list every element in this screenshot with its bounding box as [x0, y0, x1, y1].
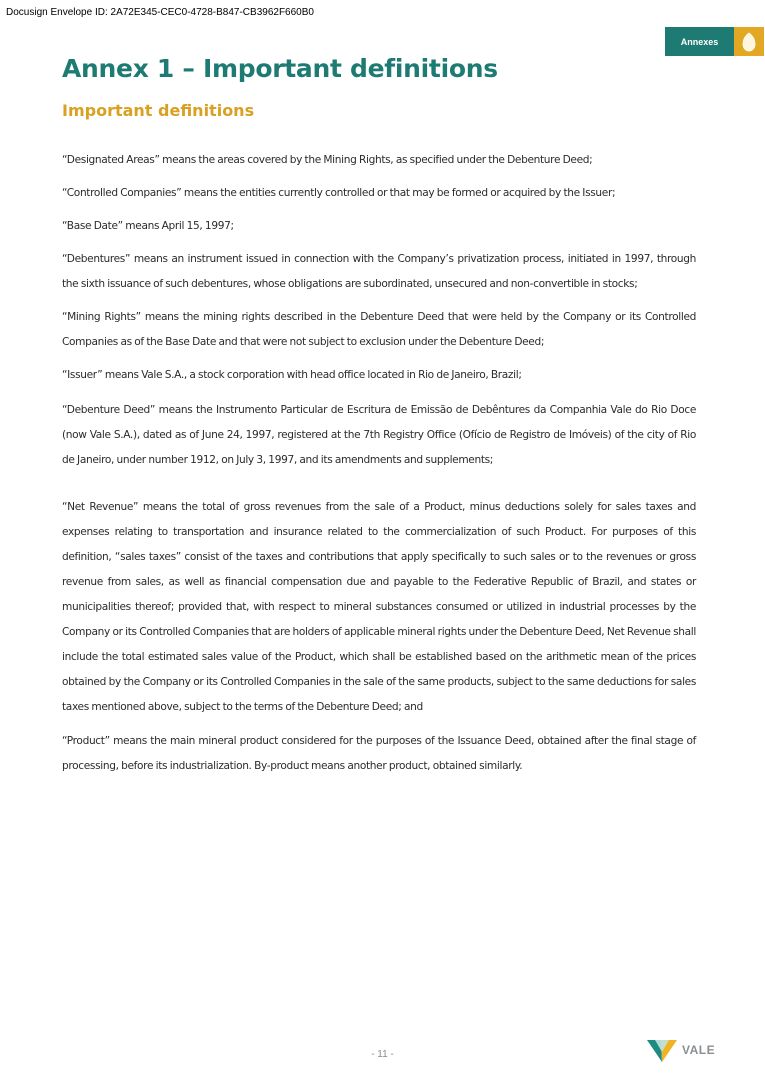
- definition-debenture-deed: “Debenture Deed” means the Instrumento Particular de Escritura de Emissão de Debêntures da Companhia Vale do Rio Doce (now Vale S.A.), dated as of June 24, 1997, registered at the 7th Registry Office (Ofício de Registro de Imóveis) of the city of Rio de Janeiro, under number 1912, on July 3, 1997, and its amendments and supplements;: [62, 404, 696, 466]
- definition-debentures: “Debentures” means an instrument issued in connection with the Company’s privatization process, initiated in 1997, through the sixth issuance of such debentures, whose obligations are subordinated, unsecured and non-convertible in stocks;: [62, 253, 696, 290]
- definition-net-revenue: “Net Revenue” means the total of gross revenues from the sale of a Product, minus deductions solely for sales taxes and expenses relating to transportation and insurance related to the commercialization of such Product. For purposes of this definition, “sales taxes” consist of the taxes and contributions that apply specifically to such sales or to the revenues or gross revenue from sales, as well as financial compensation due and payable to the Federative Republic of Brazil, and states or municipalities thereof; provided that, with respect to mineral substances consumed or utilized in industrial processes by the Company or its Controlled Companies that are holders of applicable mineral rights under the Debenture Deed, Net Revenue shall include the total estimated sales value of the Product, which shall be established based on the arithmetic mean of the prices obtained by the Company or its Controlled Companies in the sale of the same products, subject to the same deductions for sales taxes mentioned above, subject to the terms of the Debenture Deed; and: [62, 501, 696, 713]
- vale-logo: [646, 1035, 726, 1065]
- section-subtitle: Important definitions: [62, 101, 255, 120]
- vale-logo-text: VALE: [682, 1043, 716, 1057]
- vale-v-logo-icon: [646, 1037, 678, 1063]
- annexes-tab-icon-box: [734, 27, 764, 56]
- definition-mining-rights: “Mining Rights” means the mining rights described in the Debenture Deed that were held by the Company or its Controlled Companies as of the Base Date and that were not subject to exclusion under the Debenture Deed;: [62, 311, 696, 348]
- definition-issuer: “Issuer” means Vale S.A., a stock corporation with head office located in Rio de Janeiro, Brazil;: [62, 369, 522, 381]
- definition-controlled-companies: “Controlled Companies” means the entities currently controlled or that may be formed or acquired by the Issuer;: [62, 187, 616, 199]
- drop-icon: [742, 32, 756, 52]
- annexes-tab-label: Annexes: [665, 27, 734, 56]
- definition-product: “Product” means the main mineral product considered for the purposes of the Issuance Deed, obtained after the final stage of processing, before its industrialization. By-product means another product, obtained similarly.: [62, 735, 696, 772]
- annexes-tab[interactable]: [665, 27, 764, 56]
- page-number: - 11 -: [371, 1049, 394, 1060]
- definitions-body: [62, 148, 696, 779]
- definition-designated-areas: “Designated Areas” means the areas covered by the Mining Rights, as specified under the Debenture Deed;: [62, 154, 593, 166]
- docusign-envelope-id: Docusign Envelope ID: 2A72E345-CEC0-4728-B847-CB3962F660B0: [6, 7, 314, 18]
- definition-base-date: “Base Date” means April 15, 1997;: [62, 220, 234, 232]
- page-title: Annex 1 – Important definitions: [62, 54, 498, 83]
